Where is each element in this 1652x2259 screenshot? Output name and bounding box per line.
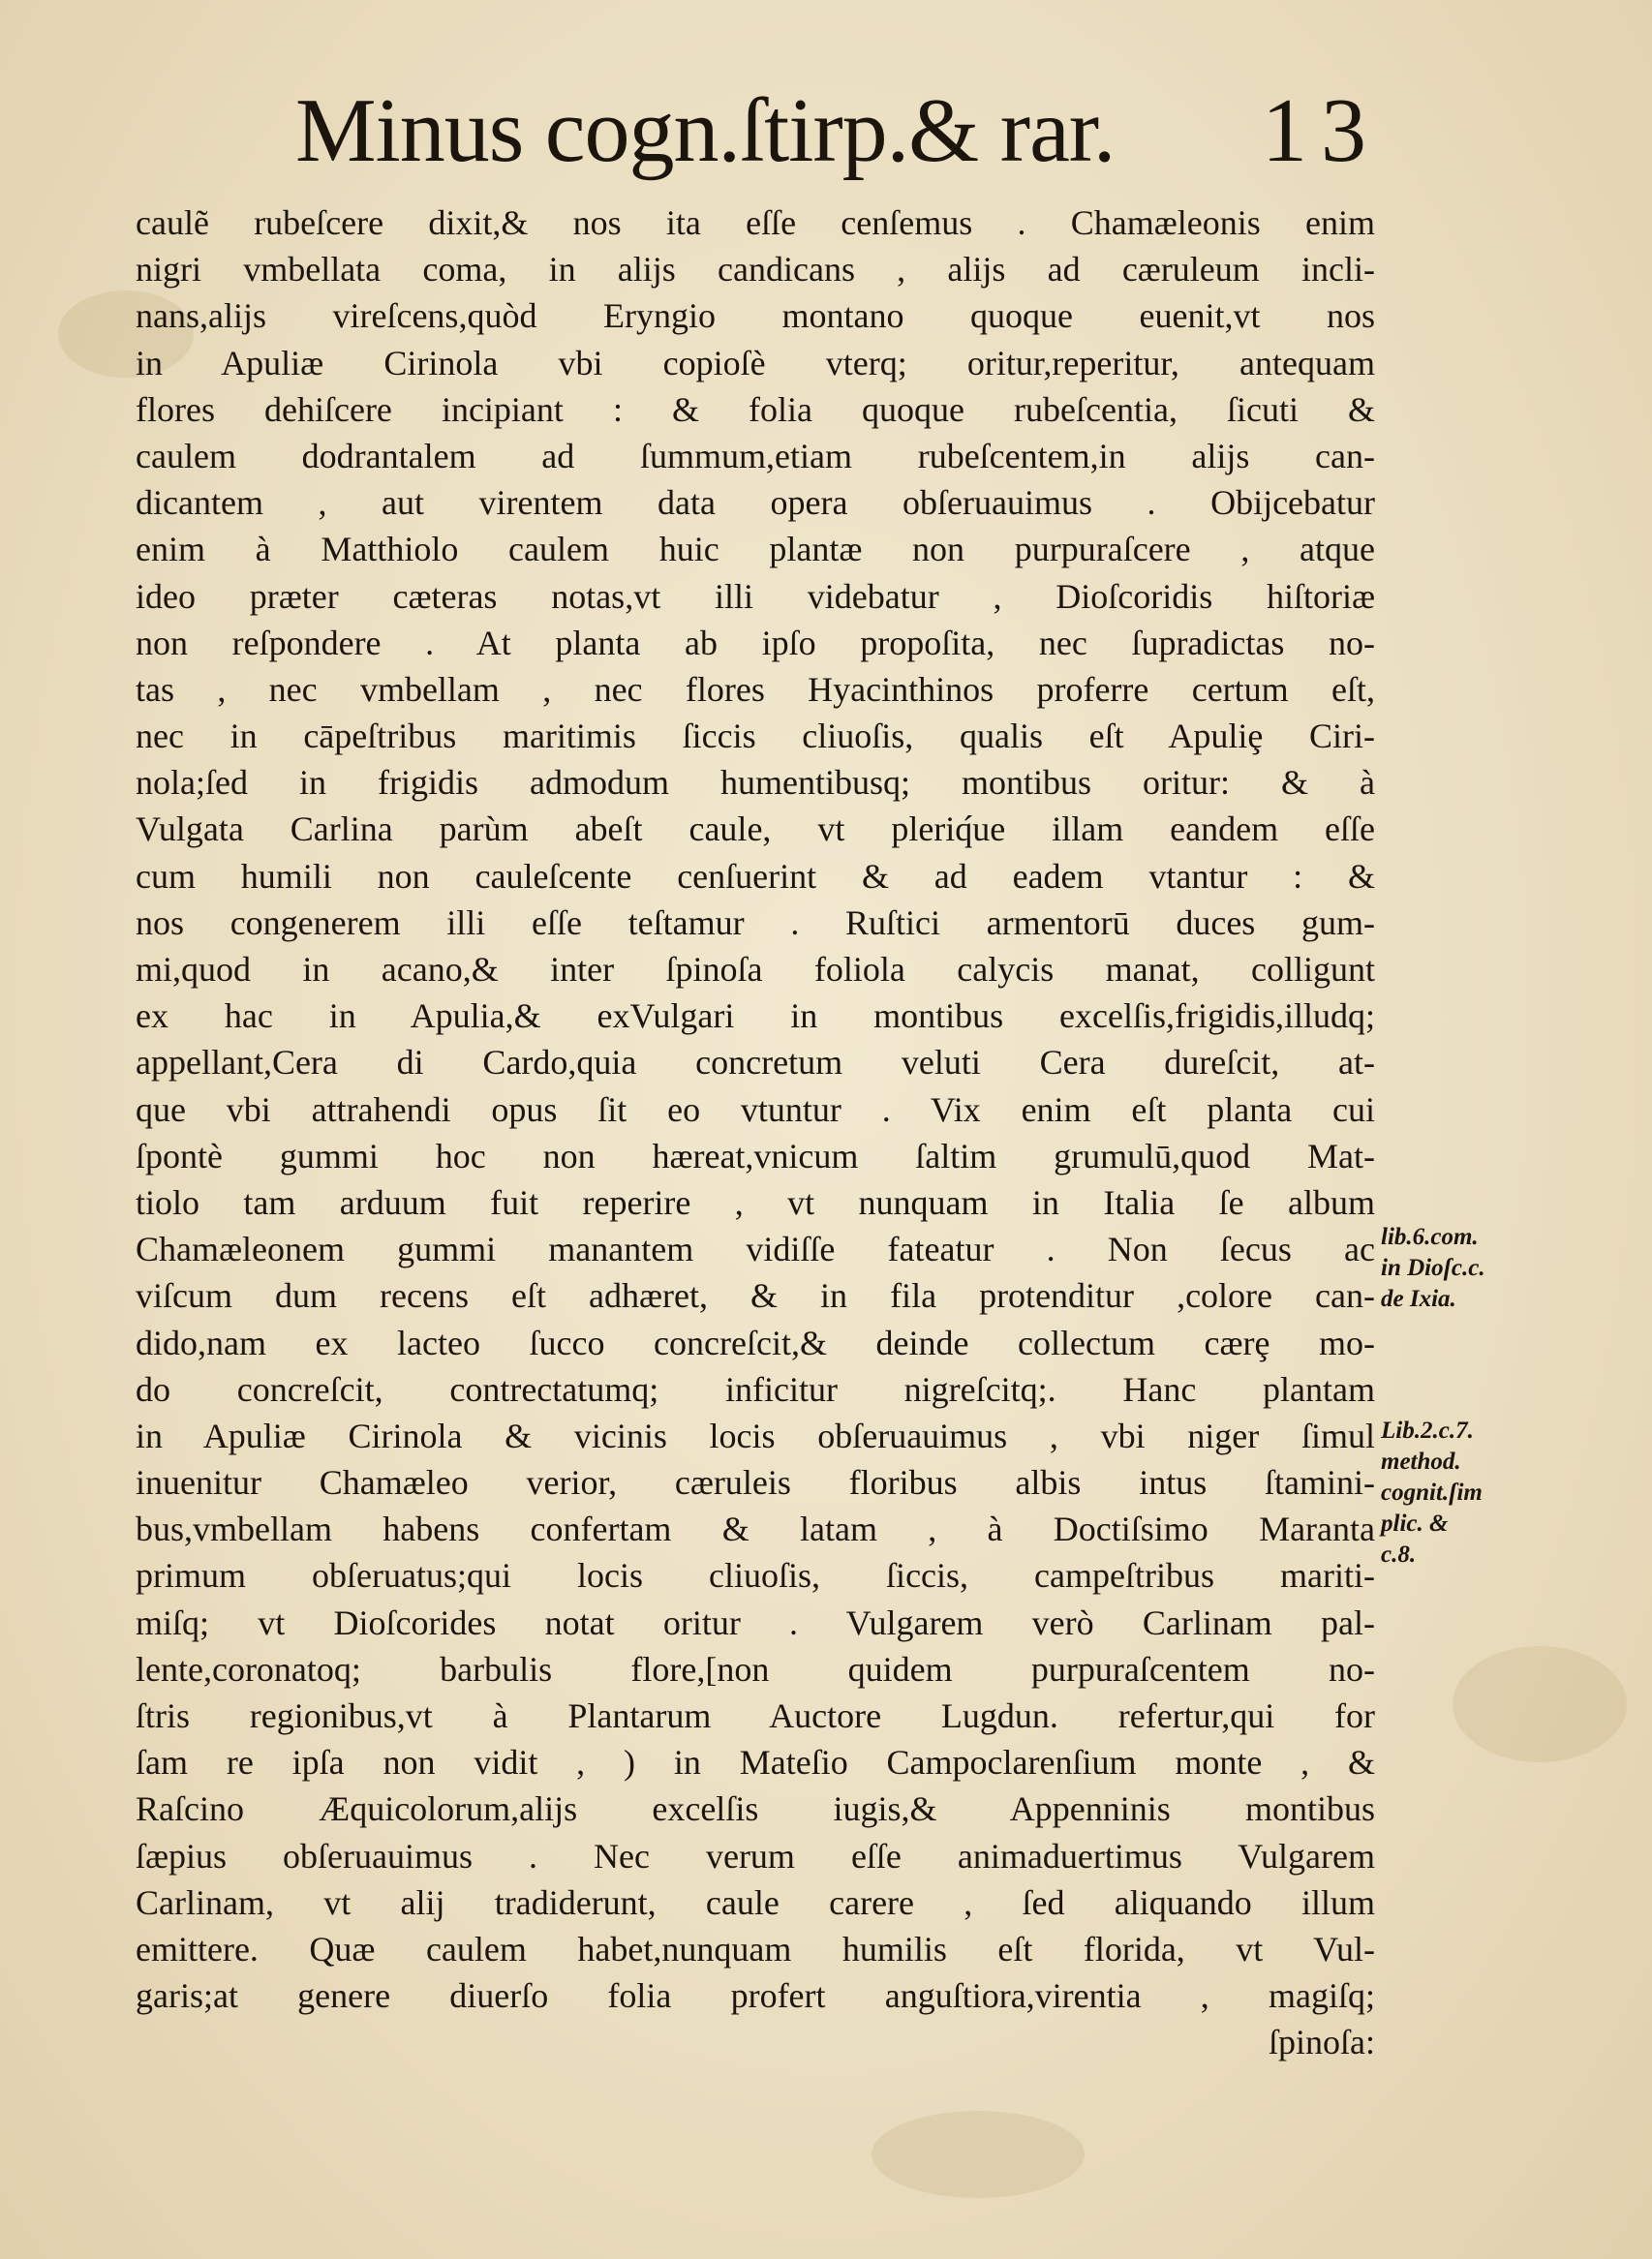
text-line: Carlinam, vt alij tradiderunt, caule carere , ſed aliquando illum	[136, 1882, 1375, 1922]
text-line: primum obſeruatus;qui locis cliuoſis, ſiccis, campeſtribus mariti-	[136, 1556, 1375, 1596]
text-line: Chamæleonem gummi manantem vidiſſe fateatur . Non ſecus ac	[136, 1230, 1375, 1269]
margin-note-line: cognit.ſim	[1381, 1480, 1483, 1506]
text-line: ex hac in Apulia,& exVulgari in montibus excelſis,frigidis,illudq;	[136, 996, 1375, 1036]
text-line: garis;at genere diuerſo folia profert anguſtiora,virentia , magiſq;	[136, 1976, 1375, 2016]
body-text	[136, 199, 1375, 2066]
text-line: ſpontè gummi hoc non hæreat,vnicum ſaltim grumulū,quod Mat-	[136, 1136, 1375, 1175]
page-header	[295, 77, 1380, 184]
margin-note-line: de Ixia.	[1381, 1286, 1456, 1312]
text-line: cum humili non cauleſcente cenſuerint & ad eadem vtantur : &	[136, 856, 1375, 896]
margin-note-line: Lib.2.c.7.	[1381, 1418, 1474, 1444]
text-line: in Apuliæ Cirinola & vicinis locis obſeruauimus , vbi niger ſimul	[136, 1416, 1375, 1455]
text-line: lente,coronatoq; barbulis flore,[non quidem purpuraſcentem no-	[136, 1649, 1375, 1689]
margin-note-line: plic. &	[1381, 1511, 1449, 1537]
margin-note-line: c.8.	[1381, 1542, 1417, 1568]
text-line: ſæpius obſeruauimus . Nec verum eſſe animaduertimus Vulgarem	[136, 1836, 1375, 1876]
text-line: in Apuliæ Cirinola vbi copioſè vterq; oritur,reperitur, antequam	[136, 343, 1375, 382]
text-line: miſq; vt Dioſcorides notat oritur . Vulgarem verò Carlinam pal-	[136, 1603, 1375, 1642]
text-line: Raſcino Æquicolorum,alijs excelſis iugis,& Appenninis montibus	[136, 1789, 1375, 1829]
text-line: dicantem , aut virentem data opera obſeruauimus . Obijcebatur	[136, 483, 1375, 523]
text-line: tas , nec vmbellam , nec flores Hyacinthinos proferre certum eſt,	[136, 669, 1375, 709]
margin-note-line: method.	[1381, 1449, 1461, 1475]
text-line: non reſpondere . At planta ab ipſo propoſita, nec ſupradictas no-	[136, 623, 1375, 662]
text-line: que vbi attrahendi opus ſit eo vtuntur . Vix enim eſt planta cui	[136, 1089, 1375, 1129]
text-line: dido,nam ex lacteo ſucco concreſcit,& deinde collectum cærȩ mo-	[136, 1323, 1375, 1362]
text-line: caulem dodrantalem ad ſummum,etiam rubeſcentem,in alijs can-	[136, 436, 1375, 475]
running-title: Minus cogn.ſtirp.& rar.	[295, 80, 1116, 181]
text-line: tiolo tam arduum fuit reperire , vt nunquam in Italia ſe album	[136, 1182, 1375, 1222]
text-line: ſam re ipſa non vidit , ) in Mateſio Campoclarenſium monte , &	[136, 1743, 1375, 1783]
text-line: caulẽ rubeſcere dixit,& nos ita eſſe cenſemus . Chamæleonis enim	[136, 203, 1375, 242]
text-line: nigri vmbellata coma, in alijs candicans , alijs ad cæruleum incli-	[136, 250, 1375, 290]
text-line: mi,quod in acano,& inter ſpinoſa foliola calycis manat, colligunt	[136, 950, 1375, 989]
text-line: appellant,Cera di Cardo,quia concretum veluti Cera dureſcit, at-	[136, 1043, 1375, 1083]
text-line: ideo præter cæteras notas,vt illi videbatur , Dioſcoridis hiſtoriæ	[136, 576, 1375, 616]
margin-note-line: lib.6.com.	[1381, 1224, 1479, 1250]
margin-note-line: in Dioſc.c.	[1381, 1255, 1485, 1281]
margin-note-ixia	[1381, 1222, 1485, 1315]
margin-note-method	[1381, 1416, 1483, 1571]
paper-stain	[872, 2111, 1085, 2198]
text-line: bus,vmbellam habens confertam & latam , à Doctiſsimo Maranta	[136, 1510, 1375, 1549]
text-line: do concreſcit, contrectatumq; inficitur nigreſcitq;. Hanc plantam	[136, 1369, 1375, 1409]
text-line: viſcum dum recens eſt adhæret, & in fila protenditur ,colore can-	[136, 1276, 1375, 1316]
text-line: nos congenerem illi eſſe teſtamur . Ruſtici armentorū duces gum-	[136, 902, 1375, 942]
text-line: ſtris regionibus,vt à Plantarum Auctore Lugdun. refertur,qui for	[136, 1696, 1375, 1735]
text-line: Vulgata Carlina parùm abeſt caule, vt pleriq́ue illam eandem eſſe	[136, 809, 1375, 849]
text-line: emittere. Quæ caulem habet,nunquam humilis eſt florida, vt Vul-	[136, 1929, 1375, 1969]
text-line: nans,alijs vireſcens,quòd Eryngio montano quoque euenit,vt nos	[136, 296, 1375, 336]
paper-stain	[1453, 1646, 1627, 1762]
text-line: nec in cāpeſtribus maritimis ſiccis cliuoſis, qualis eſt Apuliȩ Ciri-	[136, 717, 1375, 756]
text-line: inuenitur Chamæleo verior, cæruleis floribus albis intus ſtamini-	[136, 1463, 1375, 1503]
text-line: enim à Matthiolo caulem huic plantæ non purpuraſcere , atque	[136, 530, 1375, 569]
text-line: nola;ſed in frigidis admodum humentibusq; montibus oritur: & à	[136, 763, 1375, 803]
catchword-line: ſpinoſa:	[1269, 2023, 1375, 2062]
page-number: 13	[1262, 80, 1380, 181]
text-line: flores dehiſcere incipiant : & folia quoque rubeſcentia, ſicuti &	[136, 389, 1375, 429]
